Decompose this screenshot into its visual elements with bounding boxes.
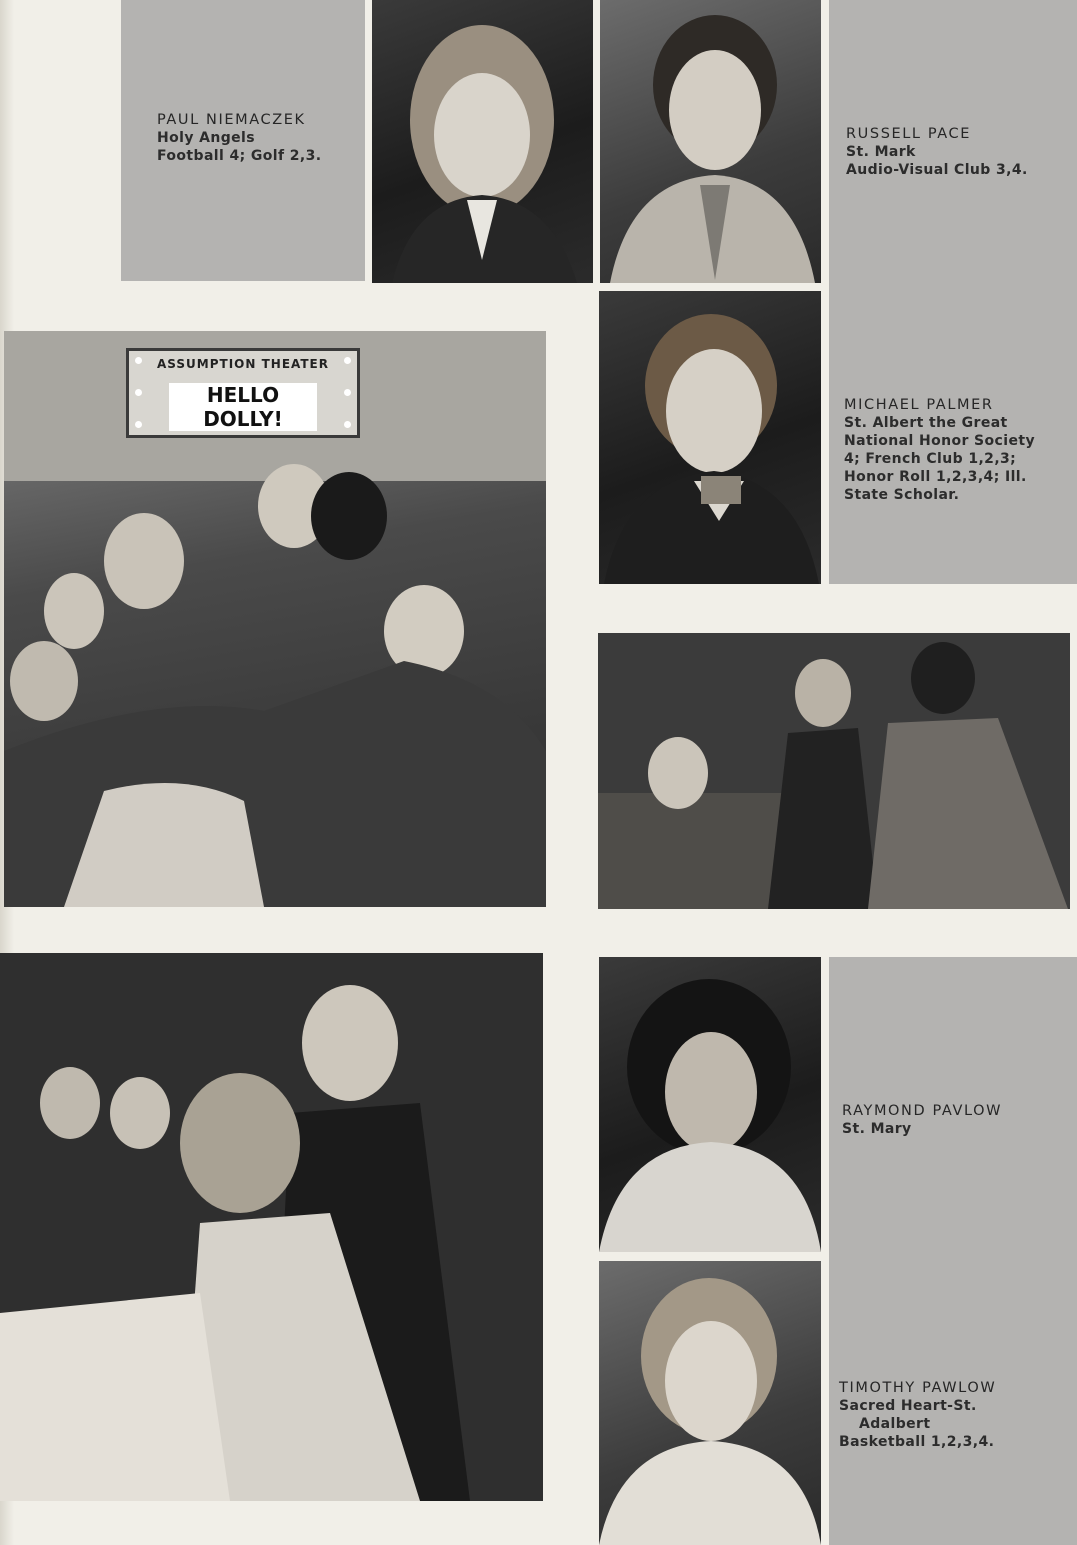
activities-line: State Scholar. [844, 487, 960, 503]
portrait-russell-pace [600, 0, 821, 283]
parish: St. Mark [846, 144, 916, 160]
portrait-raymond-pavlow [599, 957, 821, 1252]
parish: St. Albert the Great [844, 415, 1008, 431]
student-name: RUSSELL PACE [846, 126, 971, 142]
portrait-timothy-pawlow [599, 1261, 821, 1545]
activities: Audio-Visual Club 3,4. [846, 162, 1028, 178]
portrait-paul-niemaczek [372, 0, 593, 283]
sign-headline: HELLO DOLLY! [169, 383, 317, 431]
student-name: PAUL NIEMACZEK [157, 112, 306, 128]
activities-line: Honor Roll 1,2,3,4; Ill. [844, 469, 1027, 485]
parish-continued: Adalbert [859, 1416, 931, 1432]
portrait-michael-palmer [599, 291, 821, 584]
sign-title: ASSUMPTION THEATER [157, 357, 329, 371]
caption-panel-pavlow [829, 957, 1077, 1545]
activities-line: 4; French Club 1,2,3; [844, 451, 1017, 467]
activities: Football 4; Golf 2,3. [157, 148, 322, 164]
photo-classroom-teacher [0, 953, 543, 1501]
student-name: TIMOTHY PAWLOW [839, 1380, 997, 1396]
parish: Holy Angels [157, 130, 255, 146]
caption-paul-niemaczek [157, 111, 321, 165]
caption-raymond-pavlow [842, 1102, 1002, 1138]
student-name: RAYMOND PAVLOW [842, 1103, 1003, 1119]
parish: Sacred Heart-St. [839, 1398, 977, 1414]
caption-michael-palmer [844, 396, 1035, 504]
student-name: MICHAEL PALMER [844, 397, 994, 413]
photo-students-outdoors [598, 633, 1070, 909]
assumption-theater-sign [126, 348, 360, 438]
activities: Basketball 1,2,3,4. [839, 1434, 995, 1450]
activities-line: National Honor Society [844, 433, 1035, 449]
caption-timothy-pawlow [839, 1379, 996, 1451]
caption-russell-pace [846, 125, 1028, 179]
parish: St. Mary [842, 1121, 912, 1137]
